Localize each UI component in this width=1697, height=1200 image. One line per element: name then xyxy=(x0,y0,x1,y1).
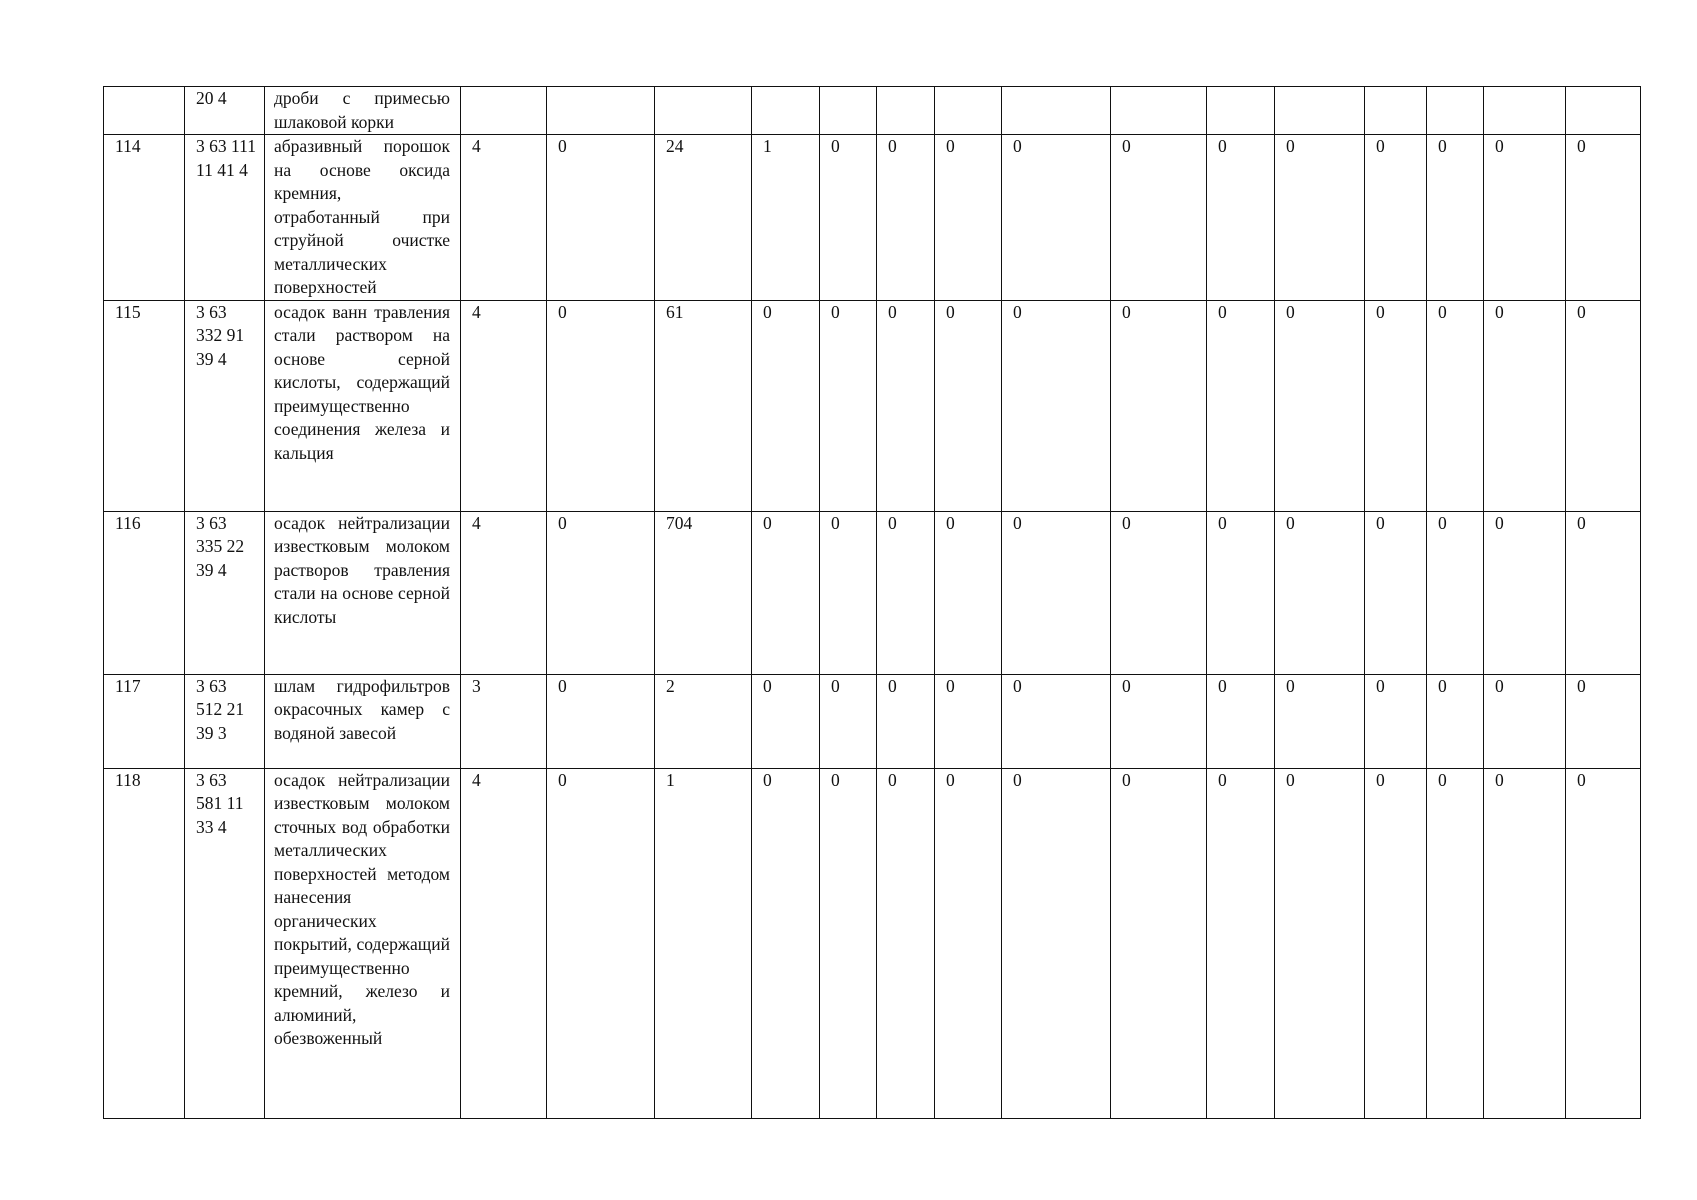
table-body xyxy=(104,87,1641,1119)
value-cell-text: 0 xyxy=(888,512,897,533)
value-cell xyxy=(461,768,547,1118)
value-cell xyxy=(547,300,655,511)
value-cell-text: 0 xyxy=(1376,675,1385,696)
row-number-cell xyxy=(104,300,185,511)
value-cell xyxy=(935,674,1002,768)
value-cell xyxy=(461,674,547,768)
value-cell-text: 0 xyxy=(1376,512,1385,533)
value-cell xyxy=(1002,87,1111,135)
value-cell xyxy=(1002,674,1111,768)
waste-table xyxy=(103,86,1641,1119)
value-cell xyxy=(1365,300,1427,511)
value-cell-text: 0 xyxy=(1376,301,1385,322)
waste-description-cell xyxy=(265,768,461,1118)
value-cell xyxy=(1275,674,1365,768)
value-cell-text: 0 xyxy=(888,769,897,790)
value-cell-text: 0 xyxy=(763,301,772,322)
value-cell xyxy=(1365,768,1427,1118)
value-cell xyxy=(547,768,655,1118)
value-cell-text: 0 xyxy=(1013,301,1022,322)
value-cell xyxy=(655,768,752,1118)
value-cell-text: 0 xyxy=(1122,136,1131,156)
value-cell-text: 0 xyxy=(1122,675,1131,696)
value-cell xyxy=(1275,511,1365,674)
table-row xyxy=(104,511,1641,674)
value-cell-text: 704 xyxy=(666,512,693,533)
value-cell xyxy=(1275,300,1365,511)
row-number-cell xyxy=(104,768,185,1118)
value-cell xyxy=(1566,87,1641,135)
value-cell-text: 0 xyxy=(1013,136,1022,156)
value-cell-text: 0 xyxy=(1376,769,1385,790)
value-cell xyxy=(1365,511,1427,674)
value-cell-text: 0 xyxy=(1013,675,1022,696)
value-cell xyxy=(655,511,752,674)
row-number-cell xyxy=(104,511,185,674)
value-cell xyxy=(877,768,935,1118)
waste-description-cell-text: осадок ванн травления стали раствором на основе серной кислоты, содержащий преимущественно соединения железа и кальция xyxy=(274,301,450,463)
value-cell xyxy=(1566,511,1641,674)
value-cell-text: 0 xyxy=(1495,301,1504,322)
value-cell xyxy=(1566,674,1641,768)
value-cell xyxy=(1275,768,1365,1118)
value-cell xyxy=(877,511,935,674)
value-cell xyxy=(752,300,820,511)
value-cell xyxy=(1111,674,1207,768)
value-cell xyxy=(820,674,877,768)
value-cell xyxy=(820,768,877,1118)
value-cell xyxy=(935,135,1002,301)
row-number-cell xyxy=(104,87,185,135)
waste-code-cell-text: 3 63 332 91 39 4 xyxy=(196,301,245,369)
value-cell-text: 0 xyxy=(1122,301,1131,322)
value-cell xyxy=(820,135,877,301)
value-cell-text: 0 xyxy=(1438,769,1447,790)
table-row xyxy=(104,87,1641,135)
waste-description-cell xyxy=(265,87,461,135)
value-cell xyxy=(820,87,877,135)
value-cell-text: 0 xyxy=(1376,136,1385,156)
waste-code-cell-text: 3 63 581 11 33 4 xyxy=(196,769,244,837)
value-cell-text: 1 xyxy=(763,136,772,156)
value-cell-text: 0 xyxy=(946,301,955,322)
value-cell xyxy=(752,674,820,768)
value-cell-text: 0 xyxy=(1438,675,1447,696)
value-cell xyxy=(935,87,1002,135)
value-cell xyxy=(547,87,655,135)
value-cell xyxy=(1484,768,1566,1118)
value-cell-text: 0 xyxy=(1495,769,1504,790)
value-cell xyxy=(655,135,752,301)
value-cell xyxy=(461,300,547,511)
row-number-cell-text: 115 xyxy=(115,301,141,322)
value-cell xyxy=(935,300,1002,511)
value-cell xyxy=(1484,300,1566,511)
value-cell-text: 0 xyxy=(946,512,955,533)
waste-description-cell xyxy=(265,300,461,511)
value-cell-text: 0 xyxy=(1218,512,1227,533)
value-cell-text: 0 xyxy=(831,512,840,533)
value-cell xyxy=(752,768,820,1118)
value-cell-text: 0 xyxy=(1495,136,1504,156)
value-cell-text: 4 xyxy=(472,136,481,156)
value-cell xyxy=(877,135,935,301)
value-cell-text: 0 xyxy=(1577,769,1586,790)
value-cell xyxy=(1002,300,1111,511)
value-cell-text: 0 xyxy=(558,301,567,322)
value-cell-text: 0 xyxy=(1438,512,1447,533)
value-cell-text: 0 xyxy=(1495,512,1504,533)
value-cell xyxy=(1207,674,1275,768)
value-cell xyxy=(935,768,1002,1118)
value-cell xyxy=(1427,511,1484,674)
value-cell xyxy=(1111,768,1207,1118)
value-cell xyxy=(1207,87,1275,135)
value-cell xyxy=(1111,135,1207,301)
value-cell xyxy=(1111,87,1207,135)
value-cell xyxy=(1566,135,1641,301)
value-cell xyxy=(1002,768,1111,1118)
value-cell-text: 61 xyxy=(666,301,684,322)
waste-description-cell-text: дроби с примесью шлаковой корки xyxy=(274,88,450,132)
value-cell-text: 0 xyxy=(558,769,567,790)
value-cell-text: 0 xyxy=(1122,769,1131,790)
waste-code-cell-text: 3 63 335 22 39 4 xyxy=(196,512,245,580)
value-cell-text: 0 xyxy=(1577,512,1586,533)
value-cell xyxy=(461,87,547,135)
value-cell xyxy=(1207,300,1275,511)
value-cell xyxy=(752,135,820,301)
row-number-cell xyxy=(104,674,185,768)
waste-description-cell-text: абразивный порошок на основе оксида кремния, отработанный при струйной очистке металлических поверхностей xyxy=(274,136,450,297)
value-cell-text: 0 xyxy=(1286,136,1295,156)
waste-code-cell xyxy=(185,768,265,1118)
value-cell xyxy=(1111,511,1207,674)
value-cell xyxy=(752,87,820,135)
value-cell-text: 3 xyxy=(472,675,481,696)
waste-description-cell-text: осадок нейтрализации известковым молоком растворов травления стали на основе серной кислоты xyxy=(274,512,450,627)
value-cell xyxy=(1566,768,1641,1118)
value-cell-text: 0 xyxy=(763,675,772,696)
value-cell xyxy=(547,511,655,674)
value-cell xyxy=(1207,768,1275,1118)
value-cell-text: 4 xyxy=(472,769,481,790)
value-cell-text: 0 xyxy=(1577,675,1586,696)
value-cell-text: 1 xyxy=(666,769,675,790)
value-cell xyxy=(1427,674,1484,768)
value-cell xyxy=(1207,511,1275,674)
value-cell xyxy=(1427,135,1484,301)
value-cell xyxy=(1566,300,1641,511)
value-cell xyxy=(1427,300,1484,511)
table-row xyxy=(104,135,1641,301)
value-cell-text: 0 xyxy=(1122,512,1131,533)
row-number-cell-text: 118 xyxy=(115,769,141,790)
value-cell xyxy=(1427,87,1484,135)
waste-code-cell xyxy=(185,674,265,768)
row-number-cell-text: 114 xyxy=(115,136,141,156)
value-cell xyxy=(1365,135,1427,301)
value-cell-text: 0 xyxy=(1438,136,1447,156)
value-cell xyxy=(1002,135,1111,301)
waste-code-cell-text: 3 63 111 11 41 4 xyxy=(196,136,256,180)
row-number-cell-text: 117 xyxy=(115,675,141,696)
value-cell-text: 0 xyxy=(831,136,840,156)
value-cell-text: 0 xyxy=(1286,675,1295,696)
value-cell-text: 0 xyxy=(946,675,955,696)
value-cell xyxy=(461,511,547,674)
value-cell-text: 0 xyxy=(1013,512,1022,533)
value-cell xyxy=(655,674,752,768)
value-cell xyxy=(547,135,655,301)
value-cell xyxy=(1111,300,1207,511)
value-cell xyxy=(1427,768,1484,1118)
value-cell-text: 0 xyxy=(1495,675,1504,696)
value-cell-text: 0 xyxy=(888,301,897,322)
value-cell xyxy=(655,87,752,135)
value-cell-text: 0 xyxy=(1013,769,1022,790)
table-row xyxy=(104,300,1641,511)
table-row xyxy=(104,768,1641,1118)
value-cell-text: 0 xyxy=(831,769,840,790)
value-cell-text: 0 xyxy=(1218,769,1227,790)
value-cell-text: 0 xyxy=(763,512,772,533)
value-cell-text: 0 xyxy=(558,512,567,533)
value-cell-text: 0 xyxy=(888,136,897,156)
value-cell xyxy=(1002,511,1111,674)
waste-description-cell xyxy=(265,674,461,768)
value-cell-text: 0 xyxy=(1286,301,1295,322)
value-cell xyxy=(1365,87,1427,135)
value-cell-text: 0 xyxy=(1577,301,1586,322)
value-cell xyxy=(1484,674,1566,768)
waste-code-cell xyxy=(185,300,265,511)
value-cell-text: 4 xyxy=(472,512,481,533)
value-cell-text: 0 xyxy=(1438,301,1447,322)
value-cell xyxy=(877,87,935,135)
value-cell xyxy=(655,300,752,511)
value-cell xyxy=(1484,135,1566,301)
value-cell xyxy=(1207,135,1275,301)
value-cell xyxy=(461,135,547,301)
value-cell-text: 0 xyxy=(831,675,840,696)
value-cell xyxy=(877,674,935,768)
waste-code-cell xyxy=(185,87,265,135)
waste-code-cell xyxy=(185,511,265,674)
value-cell-text: 0 xyxy=(1286,769,1295,790)
value-cell xyxy=(935,511,1002,674)
value-cell-text: 0 xyxy=(763,769,772,790)
value-cell-text: 2 xyxy=(666,675,675,696)
value-cell-text: 0 xyxy=(888,675,897,696)
value-cell-text: 0 xyxy=(831,301,840,322)
value-cell-text: 0 xyxy=(558,136,567,156)
value-cell-text: 0 xyxy=(1577,136,1586,156)
value-cell-text: 0 xyxy=(1286,512,1295,533)
row-number-cell-text: 116 xyxy=(115,512,141,533)
value-cell-text: 0 xyxy=(1218,301,1227,322)
value-cell-text: 0 xyxy=(1218,136,1227,156)
waste-description-cell-text: осадок нейтрализации известковым молоком сточных вод обработки металлических поверхностей методом нанесения органических покрытий, содержащий преимущественно кремний, железо и алюминий, обезвоженный xyxy=(274,769,450,1048)
row-number-cell xyxy=(104,135,185,301)
value-cell xyxy=(752,511,820,674)
waste-description-cell xyxy=(265,135,461,301)
value-cell xyxy=(547,674,655,768)
waste-code-cell-text: 3 63 512 21 39 3 xyxy=(196,675,245,743)
value-cell xyxy=(820,511,877,674)
value-cell xyxy=(1275,135,1365,301)
value-cell-text: 4 xyxy=(472,301,481,322)
waste-description-cell xyxy=(265,511,461,674)
waste-code-cell-text: 20 4 xyxy=(196,88,227,108)
value-cell xyxy=(1484,511,1566,674)
value-cell-text: 24 xyxy=(666,136,684,156)
value-cell-text: 0 xyxy=(1218,675,1227,696)
value-cell-text: 0 xyxy=(558,675,567,696)
value-cell xyxy=(820,300,877,511)
waste-code-cell xyxy=(185,135,265,301)
value-cell xyxy=(1484,87,1566,135)
value-cell xyxy=(1365,674,1427,768)
value-cell xyxy=(1275,87,1365,135)
value-cell-text: 0 xyxy=(946,769,955,790)
waste-description-cell-text: шлам гидрофильтров окрасочных камер с водяной завесой xyxy=(274,675,450,743)
value-cell xyxy=(877,300,935,511)
table-row xyxy=(104,674,1641,768)
value-cell-text: 0 xyxy=(946,136,955,156)
